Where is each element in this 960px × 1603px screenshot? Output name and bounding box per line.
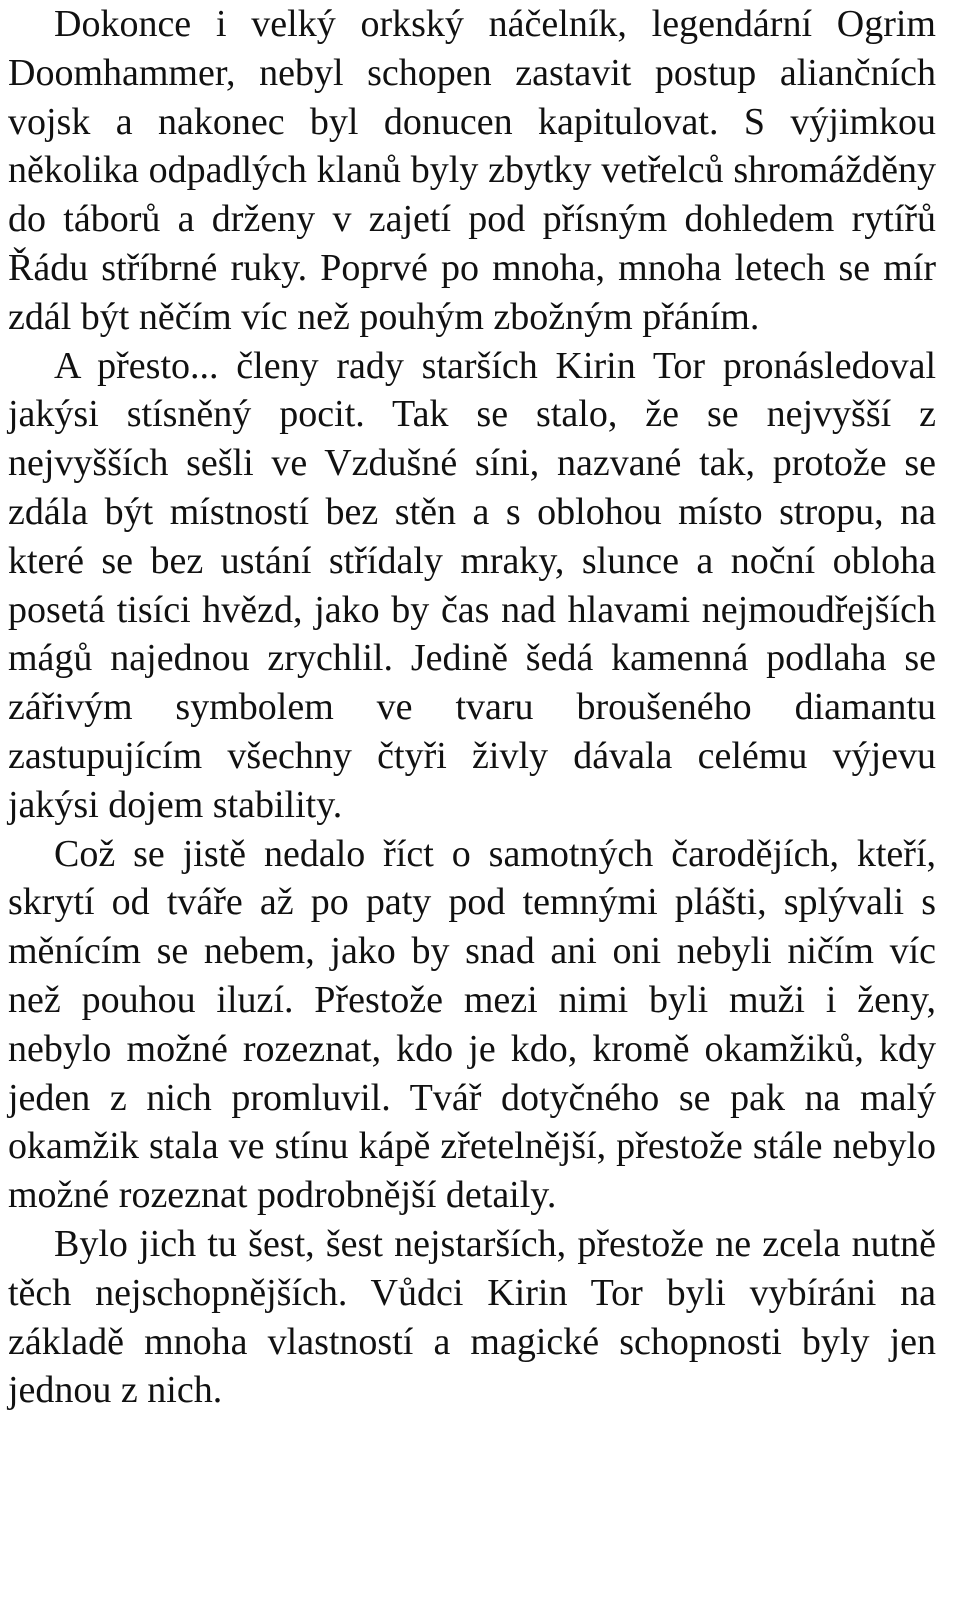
paragraph-2: A přesto... členy rady starších Kirin Tor pronásledoval jakýsi stísněný pocit. Tak se stalo, že se nejvyšší z nejvyšších sešli ve Vzdušné síni, nazvané tak, protože se zdála být místností bez stěn a s oblohou místo stropu, na které se bez ustání střídaly mraky, slunce a noční obloha posetá tisíci hvězd, jako by čas nad hlavami nejmoudřejších mágů najednou zrychlil. Jedině šedá kamenná podlaha se zářivým symbolem ve tvaru broušeného diamantu zastupujícím všechny čtyři živly dávala celému výjevu jakýsi dojem stability. <box>8 344 936 826</box>
paragraph-4: Bylo jich tu šest, šest nejstarších, přestože ne zcela nutně těch nejschopnějších. Vůdci Kirin Tor byli vybíráni na základě mnoha vlastností a magické schopnosti byly jen jednou z nich. <box>8 1222 936 1412</box>
paragraph-3: Což se jistě nedalo říct o samotných čarodějích, kteří, skrytí od tváře až po paty pod temnými plášti, splývali s měnícím se nebem, jako by snad ani oni nebyli ničím víc než pouhou iluzí. Přestože mezi nimi byli muži i ženy, nebylo možné rozeznat, kdo je kdo, kromě okamžiků, kdy jeden z nich promluvil. Tvář dotyčného se pak na malý okamžik stala ve stínu kápě zřetelnější, přestože stále nebylo možné rozeznat podrobnější detaily. <box>8 832 936 1217</box>
paragraph-1: Dokonce i velký orkský náčelník, legendární Ogrim Doomhammer, nebyl schopen zastavit postup aliančních vojsk a nakonec byl donucen kapitulovat. S výjimkou několika odpadlých klanů byly zbytky vetřelců shromážděny do táborů a drženy v zajetí pod přísným dohledem rytířů Řádu stříbrné ruky. Poprvé po mnoha, mnoha letech se mír zdál být něčím víc než pouhým zbožným přáním. <box>8 3 936 338</box>
document-body <box>8 0 936 1415</box>
